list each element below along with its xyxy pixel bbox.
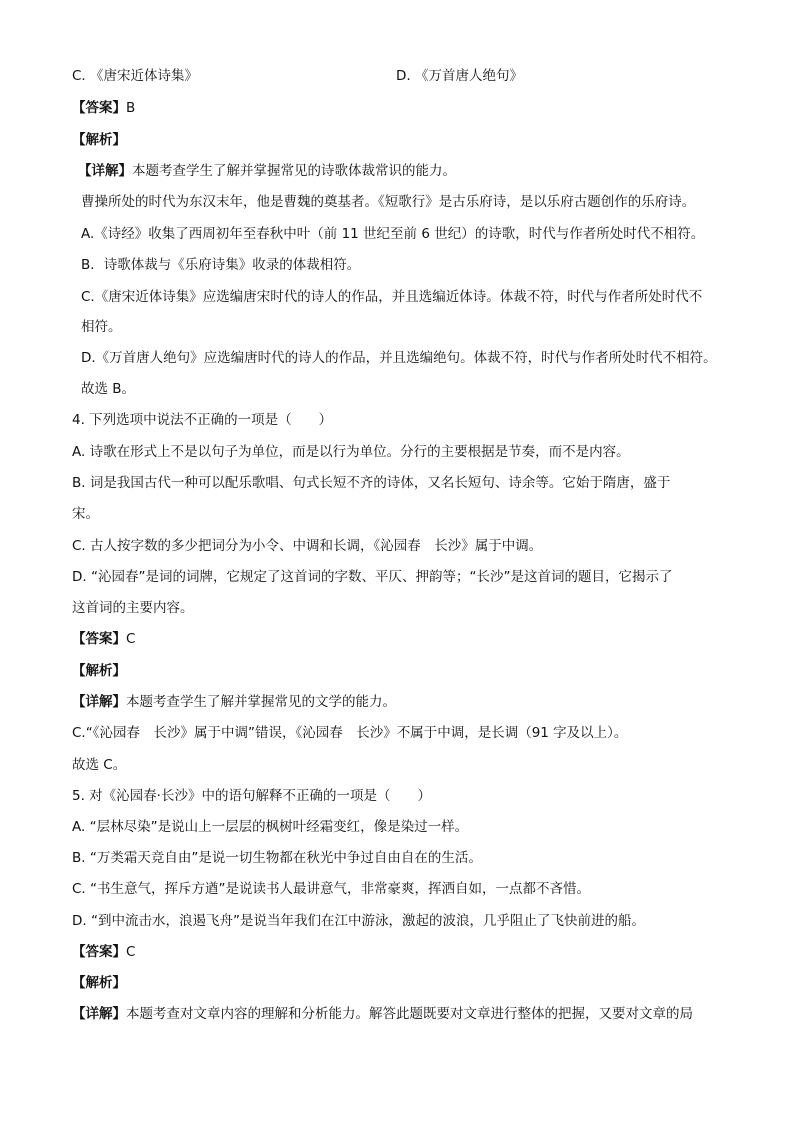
q5-detail <box>72 1005 693 1023</box>
analysis-tag: 【解析】 <box>72 975 126 991</box>
q5-stem: 5. 对《沁园春·长沙》中的语句解释不正确的一项是（ ） <box>72 788 431 804</box>
analysis-tag: 【解析】 <box>72 132 126 148</box>
q4-option-b-cont: 宋。 <box>72 506 99 522</box>
answer-value: C <box>126 944 136 960</box>
q4-conclusion: 故选 C。 <box>72 757 127 773</box>
q3-line: C.《唐宋近体诗集》应选编唐宋时代的诗人的作品，并且选编近体诗。体裁不符，时代与作者所处时代不 <box>81 289 703 305</box>
q4-analysis-tag <box>72 662 126 680</box>
q4-stem: 4. 下列选项中说法不正确的一项是（ ） <box>72 412 333 428</box>
q5-answer <box>72 943 135 961</box>
detail-tag: 【详解】 <box>72 1006 126 1022</box>
q5-option-b: B. “万类霜天竞自由”是说一切生物都在秋光中争过自由自在的生活。 <box>72 850 482 866</box>
detail-tag: 【详解】 <box>72 694 126 710</box>
q3-line: D.《万首唐人绝句》应选编唐时代的诗人的作品，并且选编绝句。体裁不符，时代与作者所处时代不相符。 <box>81 350 717 366</box>
q3-line: 故选 B。 <box>81 381 136 397</box>
q4-answer <box>72 630 135 648</box>
q4-option-d-cont: 这首词的主要内容。 <box>72 600 194 616</box>
q4-detail <box>72 693 396 711</box>
detail-text: 本题考查学生了解并掌握常见的诗歌体裁常识的能力。 <box>132 163 456 179</box>
q4-option-d: D. “沁园春”是词的词牌，它规定了这首词的字数、平仄、押韵等；“长沙”是这首词的题目，它揭示了 <box>72 569 673 585</box>
answer-value: C <box>126 631 136 647</box>
detail-tag: 【详解】 <box>78 163 132 179</box>
q5-option-c: C. “书生意气，挥斥方遒”是说读书人最讲意气，非常豪爽，挥洒自如，一点都不吝惜。 <box>72 881 590 897</box>
q3-line: 相符。 <box>81 319 122 335</box>
q4-explain: C.“《沁园春 长沙》属于中调”错误，《沁园春 长沙》不属于中调，是长调（91 字及以上）。 <box>72 725 628 741</box>
q3-option-d: D. 《万首唐人绝句》 <box>396 68 523 84</box>
answer-tag: 【答案】 <box>72 631 126 647</box>
q4-option-c: C. 古人按字数的多少把词分为小令、中调和长调，《沁园春 长沙》属于中调。 <box>72 538 543 554</box>
q3-answer <box>72 99 135 117</box>
q5-option-a: A. “层林尽染”是说山上一层层的枫树叶经霜变红，像是染过一样。 <box>72 819 469 835</box>
answer-value: B <box>126 100 136 116</box>
detail-text: 本题考查学生了解并掌握常见的文学的能力。 <box>126 694 396 710</box>
q3-analysis-tag <box>72 131 126 149</box>
answer-tag: 【答案】 <box>72 944 126 960</box>
q3-line: 曹操所处的时代为东汉末年，他是曹魏的奠基者。《短歌行》是古乐府诗，是以乐府古题创作的乐府诗。 <box>81 194 696 210</box>
analysis-tag: 【解析】 <box>72 663 126 679</box>
answer-tag: 【答案】 <box>72 100 126 116</box>
q5-analysis-tag <box>72 974 126 992</box>
q5-option-d: D. “到中流击水，浪遏飞舟”是说当年我们在江中游泳，激起的波浪，几乎阻止了飞快前进的船。 <box>72 913 645 929</box>
q4-option-b: B. 词是我国古代一种可以配乐歌唱、句式长短不齐的诗体，又名长短句、诗余等。它始于隋唐，盛于 <box>72 475 671 491</box>
q3-detail <box>78 162 456 180</box>
detail-text: 本题考查对文章内容的理解和分析能力。解答此题既要对文章进行整体的把握，又要对文章的局 <box>126 1006 693 1022</box>
q3-line: A.《诗经》收集了西周初年至春秋中叶（前 11 世纪至前 6 世纪）的诗歌，时代与作者所处时代不相符。 <box>81 226 705 242</box>
q3-line: B．诗歌体裁与《乐府诗集》收录的体裁相符。 <box>81 257 361 273</box>
q3-option-c: C. 《唐宋近体诗集》 <box>72 68 199 84</box>
q4-option-a: A. 诗歌在形式上不是以句子为单位，而是以行为单位。分行的主要根据是节奏，而不是内容。 <box>72 444 630 460</box>
